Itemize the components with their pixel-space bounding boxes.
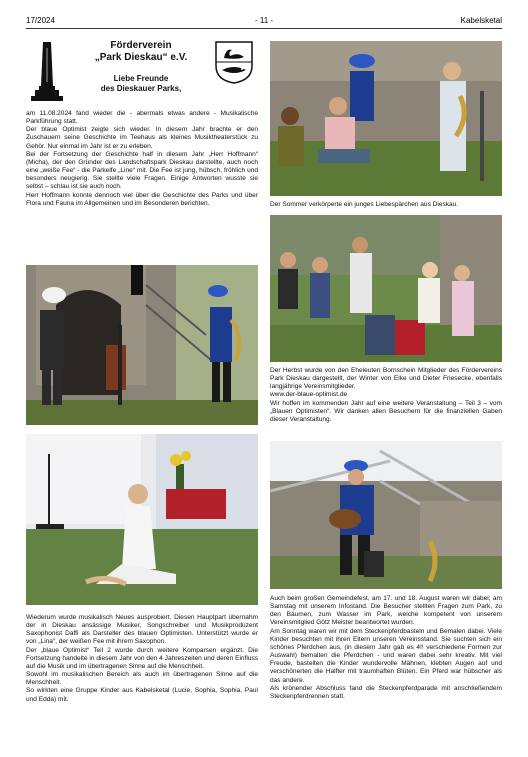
photo-teehaus-performance (26, 265, 258, 425)
photo-white-fairy (26, 434, 258, 605)
paragraph: Auch beim großen Gemeindefest, am 17. und 18. August waren wir dabei; am Samstag mit unserem Infostand. Die Besucher stellten Fragen zum Park, zu den Bäumen, zum Wasser im Park, welche kompetent von unserem Vereinsmitglied Götz Meister beantwortet wurden. (270, 595, 502, 627)
caption-autumn: Der Herbst wurde von den Eheleuten Bornschein Mitglieder des Fördervereins Park Dieskau dargestellt, der Winter von Elke und Dieter Friesecke, ebenfalls langjährige Vereinsmitglieder. (270, 367, 502, 391)
right-middle-text (270, 367, 502, 439)
website-link[interactable]: www.der-blaue-optimist.de (270, 391, 348, 399)
greeting-line1: Liebe Freunde (113, 74, 169, 83)
intro-text (26, 110, 258, 260)
issue-number: 17/2024 (26, 16, 55, 25)
org-title-line2: „Park Dieskau“ e.V. (94, 52, 188, 63)
photo-blue-optimist-guitar (270, 441, 502, 589)
obelisk-logo (30, 38, 64, 102)
publication-name: Kabelsketal (460, 16, 502, 25)
paragraph: am 11.08.2024 fand wieder die - abermals etwas andere - Musikalische Parkführung statt. (26, 110, 258, 126)
greeting (66, 74, 216, 94)
page-number: - 11 - (254, 16, 274, 25)
caption-summer: Der Sommer verkörperte ein junges Liebespärchen aus Dieskau. (270, 201, 459, 208)
paragraph: Bei der Fortsetzung der Geschichte half in diesem Jahr „Herr Hoffmann“ (Micha), der den Gründer des Landschaftspark Dieskau darstellte, auch noch eine „weiße Fee“ - die Parkelfe „Line“ mit. Die Fee ist jung, hübsch, fröhlich und besonders neugierig. Sie stellte viele Fragen. Einige Antworten wusste sie selbst – schlau ist sie auch noch. (26, 150, 258, 191)
paragraph: Der „blaue Optimist“ Teil 2 wurde durch weitere Komparsen ergänzt. Die Fortsetzung handelte in diesem Jahr von den 4 Jahreszeiten und deren Einfluss auf die Musik und im übertragenen Sinne auf die Menschheit. (26, 646, 258, 670)
photo-summer-couple (270, 41, 502, 196)
header-divider (26, 28, 502, 29)
swan-crest-logo (214, 40, 254, 84)
paragraph: Sowohl im musikalischen Bereich als auch im übertragenen Sinne auf die Menschheit. (26, 671, 258, 687)
right-bottom-text (270, 595, 502, 751)
paragraph: Herr Hoffmann konnte dennoch viel über die Geschichte des Parks und über Flora und Fauna im Allgemeinen und im Besonderen berichten. (26, 191, 258, 207)
paragraph: Wiederum wurde musikalisch Neues ausprobiert. Diesen Hauptpart übernahm der in Dieskau ansässige Musiker, Songschreiber und Musikproduzent Saxophonist Daffi als Darsteller des blauen Optimisten. Unterstützt wurde er von „Lina“, der weißen Fee mit ihrem Saxophon. (26, 614, 258, 646)
greeting-line2: des Dieskauer Parks, (100, 84, 182, 93)
org-title (66, 40, 216, 64)
left-bottom-text (26, 614, 258, 750)
photo-autumn-winter (270, 215, 502, 362)
paragraph: Als krönender Abschluss fand die Steckenpferdparade mit anschließendem Steckenpferdrennen statt. (270, 684, 502, 700)
paragraph: So wirkten eine Gruppe Kinder aus Kabelsketal (Lucie, Sophia, Sophia, Paul und Edda) mit. (26, 687, 258, 703)
paragraph: Am Sonntag waren wir mit dem Steckenpferdbasteln und Bemalen dabei. Viele Kinder besuchten mit ihren Eltern unseren Vereinsstand. Sie suchten sich ein schönes Pferdchen aus, (in diesem Jahr gab es 4!! verschiedene Formen zur Auswahl) bemalten die Pferdchen - und waren dabei sehr kreativ. Mit viel Freude, bastelten die Kinder wundervolle Mähnen, klebten Augen auf und verschönerten die Halfter mit traumhaften Blüten. Ein Pferd war hübscher als das andere. (270, 627, 502, 684)
paragraph: Wir hoffen im kommenden Jahr auf eine weitere Veranstaltung – Teil 3 – vom „Blauen Optimisten“. Wir danken allen Besuchern für die finanziellen Gaben dieser Veranstaltung. (270, 399, 502, 423)
org-title-line1: Förderverein (110, 40, 172, 51)
paragraph: Der blaue Optimist zeigte sich wieder. In diesem Jahr brachte er den Zuschauern seine Geschichte im Teehaus als kleines Musiktheaterstück zu Gehör. Nur einmal im Jahr ist er zu erleben. (26, 126, 258, 150)
